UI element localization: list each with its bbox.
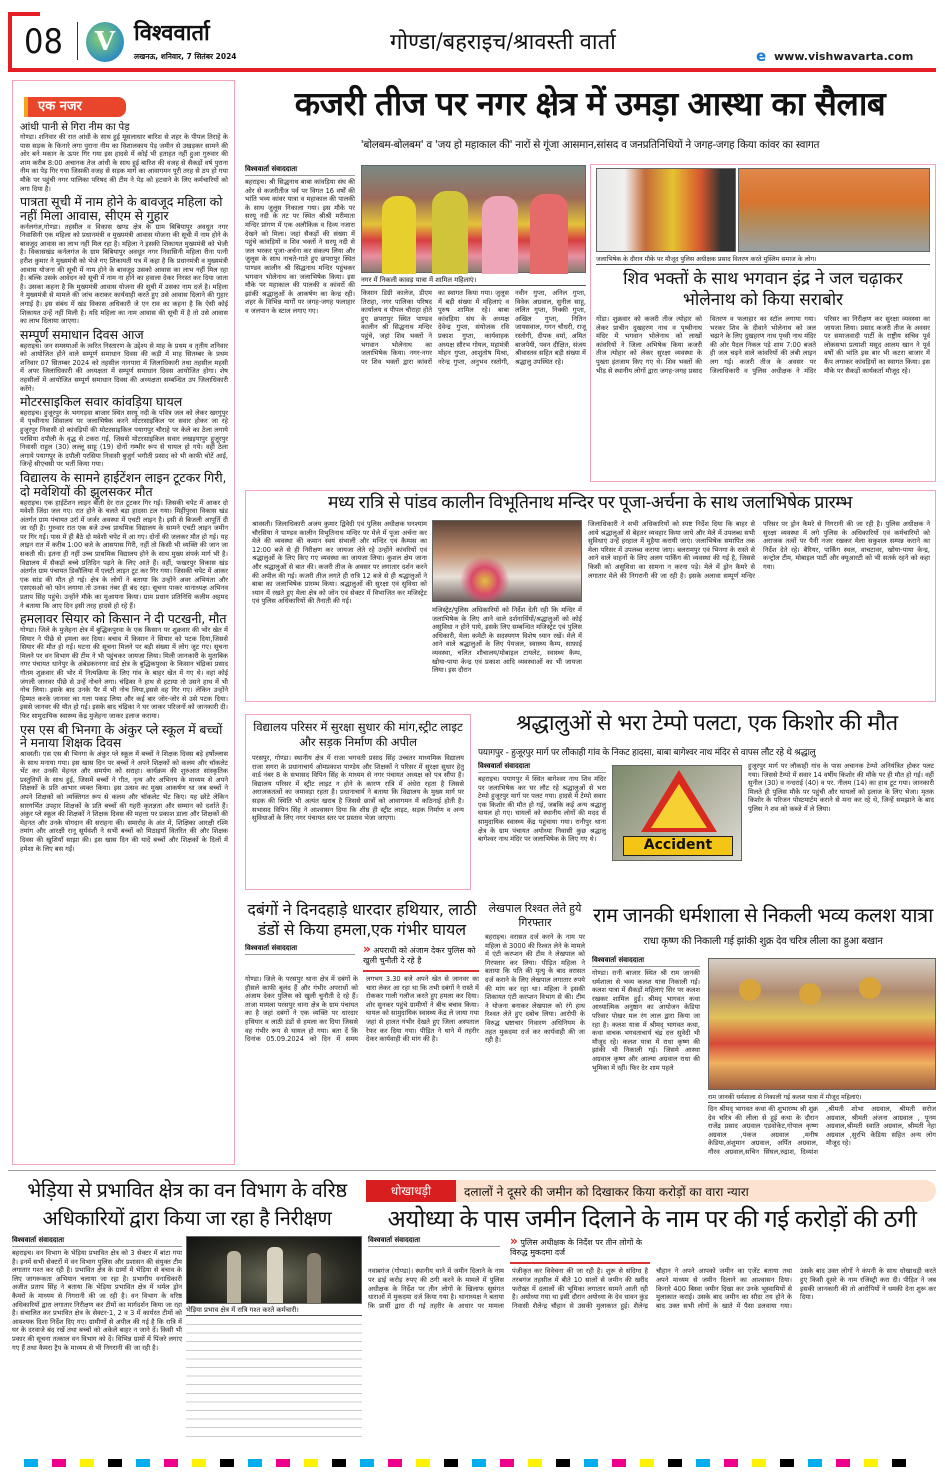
wolf-col-b bbox=[186, 1236, 362, 1440]
photo-caption: नगर में निकली कावड़ यात्रा में शामिल महिलाएं। bbox=[361, 274, 586, 286]
dabang-body: गोण्डा। जिले के परसपुर थाना क्षेत्र में दबंगों के हौसले काफी बुलंद हैं और गंभीर अपराधों को अंजाम देकर पुलिस को खुली चुनौती दे रहे हैं। ताजा मामला परसपुर थाना क्षेत्र के ग्राम पंचायत का है जहां दबंगों ने एक व्यक्ति पर धारदार हथियार व लाठी डंडों से हमला कर दिया जिससे वह गंभीर रूप से घायल हो गया। बता दें कि दिनांक 05.09.2024 को दिन में समय लगभग 3.30 बजे अपने खेत से जानवर का चारा लेकर आ रहा था कि तभी दबंगों ने रास्ते में रोककर गाली गलौज करते हुए हमला कर दिया। शोर सुनकर पहुंचे ग्रामीणों ने बीच बचाव किया। घायल को सामुदायिक स्वास्थ्य केंद्र ले जाया गया जहां से हालत गंभीर देखते हुए जिला अस्पताल रेफर कर दिया गया। पीड़ित ने थाने में तहरीर देकर कार्यवाही की मांग की है। bbox=[245, 975, 479, 1044]
color-registration-bar bbox=[24, 1452, 924, 1462]
pandav-body-b: मजिस्ट्रेट/पुलिस अधिकारियों को निर्देश देती रही कि मन्दिर में जलाभिषेक के लिए आने वाले दर्शनार्थियों/श्रद्धालुओं को कोई असुविधा न होने पाये, इसके लिए सम्बन्धित मजिस्ट्रेट एवं पुलिस अधिकारी, मेला कमेटी के सदस्यगण विशेष ध्यान रखें। मेले में आने वाले श्रद्धालुओं के लिए पेयजल, स्वास्थ्य कैम्प, साफ़ाई व्यवस्था, चलित शौचालय/मोबाइल टायलेट, स्वास्थ्य कैम्प, खोया-पाया केन्द्र एवं प्रकाश आदि व्यवस्थाओं का भी जायजा लिया। इस दौरान bbox=[432, 606, 582, 675]
school-story bbox=[252, 720, 464, 884]
brief-body: बहराइच। एक हाईटेंशन लाइन बीती देर रात टूटकर गिर गई। जिसकी चपेट में आकर दो मवेशी जिंदा जल गए। रात होने के चलते बड़ा हादसा टल गया। मिहींपुरवा विकास खंड अंतर्गत ग्राम पंचायत उर्रा में जर्जर अवस्था में एचटी लाइन है। इसी से बिजली आपूर्ति दी जा रही है। गुरुवार रात एक बजे उच्च प्राथमिक विद्यालय के सामने एचटी लाइन जमीन पर गिर गई। पास में ही बैठे दो मवेशी चपेट में आ गए। दोनों की जलकर मौत हो गई। यह लाइन रात में करीब 1:00 बजे के आसपास गिरी, नहीं तो किसी भी व्यक्ति की जान जा सकती थी। इतना ही नहीं उच्च प्राथमिक विद्यालय होने के साथ मुख्य संपर्क मार्ग भी है। विद्यालय में सैकड़ों बच्चे प्रतिदिन पढ़ने के लिए आते हैं। वहीं, फखरपुर विकास खंड अंतर्गत ग्राम पंचायत डिकौलिया में एलटी लाइन टूट कर गिर गया। जिसकी चपेट में आकर एक सांड की मौत हो गई। क्षेत्र के लोगों ने बताया कि उन्होंने अवर अभियंता और एसएसओ को फोन लगाया तो उनका नंबर ही बंद रहा। सूचना पाकर थानाध्यक्ष अभिनव प्रताप सिंह पहुंचे। उन्होंने मौके का मुआयना किया। ग्राम प्रधान प्रतिनिधि कलीम अहमद ने बताया कि आए दिन इसी तरह हादसे हो रहे हैं। bbox=[20, 498, 228, 610]
feature-headline: शिव भक्तों के साथ भगवान इंद्र ने जल चढ़ाकर भोलेनाथ को किया सराबोर bbox=[623, 269, 903, 310]
brief-title: आंधी पानी से गिरा नीम का पेड़ bbox=[20, 122, 130, 133]
divider bbox=[77, 22, 78, 60]
ayodhya-story bbox=[368, 1206, 936, 1440]
ayodhya-body: नवाबगंज (गोण्डा)। स्थानीय थाने में जमीन दिलाने के नाम पर ढाई करोड़ रुपए की ठगी करने के मामले में पुलिस अधीक्षक के निर्देश पर तीन लोगों के खिलाफ सुसंगत धाराओं में मुकदमा दर्ज किया गया है। थानाध्यक्ष ने बताया कि प्रार्थी द्वारा दी गई तहरीर के आधार पर मामला पंजीकृत कर विवेचना की जा रही है। शुरू से संदिग्ध है तरबगंज तहसील में बीते 10 सालों से जमीन की खरीद फरोख्त में दलालों की भूमिका लगातार सामने आती रही है। अयोध्या गया था इसी दौरान अयोध्या के देव धावन कुंड निवासी शैलेन्द्र चौहान से उसकी मुलाकात हुई। शैलेन्द्र चौहान ने अपने आपको जमीन का एजेंट बताया तथा अपने माध्यम से जमीन दिलाने का आश्वासन दिया। किनारे 400 बिस्वा जमीन दिखा कर उनके भूस्वामियों से मुलाकात कराई। उसके बाद जमीन का सौदा तय होने के बाद उक्त सभी लोगों के खाते में पैसा डलवाया गया। उसके बाद उक्त लोगों ने कंपनी के साथ धोखाधड़ी करते हुए किसी दूसरे के नाम रजिस्ट्री करा दी। पीड़ित ने जब इसकी जानकारी की तो आरोपियों ने धमकी देना शुरू कर दिया। bbox=[368, 1267, 936, 1310]
school-body: परसपुर, गोण्डा। स्थानीय क्षेत्र में राजा भगवती प्रसाद सिंह उच्चतर माध्यमिक विद्यालय राजा सगरा के प्रधानाचार्य ओमप्रकाश पाण्डेय और शिक्षकों ने परिसर में सुरक्षा सुधार हेतु वार्ड नंबर 8 के सभासद विपिन सिंह के माध्यम से नगर पंचायत अध्यक्ष को पत्र सौंपा है। विद्यालय परिसर में स्ट्रीट लाइट न होने के कारण रात्रि में अंधेरा रहता है जिससे अराजकतत्वों का जमावड़ा रहता है। प्रधानाचार्य ने बताया कि विद्यालय के मुख्य मार्ग पर सड़क की स्थिति भी अत्यंत खराब है जिससे छात्रों को आवागमन में कठिनाई होती है। सभासद विपिन सिंह ने आश्वासन दिया कि शीघ्र ही स्ट्रीट लाइट, सड़क निर्माण व अन्य सुविधाओं के लिए नगर पंचायत स्तर पर प्रस्ताव भेजा जाएगा। bbox=[252, 754, 464, 823]
news-brief bbox=[20, 395, 228, 469]
dabang-story bbox=[245, 900, 479, 1163]
tempo-body-a: बहराइच। पयागपुर में स्थित बागेश्वर नाथ शिव मंदिर पर जलाभिषेक कर घर लौट रहे श्रद्धालुओं से भरा टेम्पो हुजूरपुर मार्ग पर पलट गया। हादसे में टेम्पो सवार एक किशोर की मौत हो गई, जबकि कई अन्य श्रद्धालु घायल हो गए। घायलों को स्थानीय लोगों की मदद से सामुदायिक स्वास्थ्य केंद्र पहुंचाया गया। रानीपुर थाना क्षेत्र के ग्राम पंचायत अयोध्या निवासी कुछ श्रद्धालु बागेश्वर नाथ मंदिर पर जलाभिषेक के लिए गए थे। bbox=[478, 775, 606, 844]
ayodhya-headline: अयोध्या के पास जमीन दिलाने के नाम पर की गई करोड़ों की ठगी bbox=[387, 1205, 917, 1233]
fraud-tag: धोखाधड़ी bbox=[366, 1180, 456, 1202]
wolf-col-a bbox=[12, 1236, 182, 1440]
ek-nazar-stories bbox=[20, 122, 228, 1158]
kalash-yatra-photo bbox=[708, 958, 936, 1090]
tempo-subheadline: पयागपुर - हुजूरपुर मार्ग पर लौकाही गांव के निकट हादसा, बाबा बागेश्वर नाथ मंदिर से वापस लौट रहे थे श्रद्धालु bbox=[478, 748, 816, 758]
pullquote-text: पुलिस अधीक्षक के निर्देश पर तीन लोगों के विरुद्ध मुकदमा दर्ज bbox=[510, 1238, 642, 1258]
lead-body-a: बहराइच। श्री सिद्धनाथ बाबा कांवड़िया संघ की ओर से कजरीतीज पर्व पर विगत 16 वर्षों की भांति भव्य कांवर यात्रा व महाकाल की पालकी के साथ जुलूस निकाला गया। इस मौके पर सरयू नदी के तट पर स्थित श्रीश्री मरीमाता मन्दिर प्रांगण में एक अलौकिक व दिव्य नजारा देखने को मिला। जहां सैकड़ों की संख्या में पहुंचे कांवड़ियों व शिव भक्तों ने सरयू नदी से जल भरकर पूजा-अर्चना कर संकल्प लिया और जुलूस के साथ नाचते-गाते हुए छपरापुर स्थित पाण्डव कालीन श्री सिद्धनाथ मन्दिर पहुंचकर भगवान भोलेनाथ का जलाभिषेक किया। इस मौके पर महाकाल की पालकी व कांवरों की झांकी श्रद्धालुओं के आकर्षण का केन्द्र रही। शहर के विभिन्न मार्गों पर जगह-जगह फलाहार व जलपान के स्टाल लगाए गए। bbox=[245, 178, 355, 315]
logo-icon: V bbox=[86, 22, 124, 62]
wolf-story bbox=[12, 1176, 362, 1440]
tempo-body-b: हुजूरपुर मार्ग पर लौकाही गांव के पास अचानक टेम्पो अनियंत्रित होकर पलट गया। जिससे टैम्पो में सवार 14 वर्षीय किशोर की मौके पर ही मौत हो गई। वहीं सुनील (30) व नन्दराई (40) व पर. नीलम (14) का हाथ टूट गया। जानकारी मिलते ही पुलिस मौके पर पहुंची और घायलों को इलाज के लिए भेजा। मृतक किशोर के परिजन पोस्टमार्टम कराने से मना कर रहे थे, जिन्हें समझाने के बाद पुलिस ने शव को कब्जे में ले लिया। bbox=[748, 762, 934, 813]
lead-headline: कजरी तीज पर नगर क्षेत्र में उमड़ा आस्था का सैलाब bbox=[294, 84, 886, 123]
photo-caption: जलाभिषेक के दौरान मौके पर मौजूद पुलिस अधीक्षक प्रसाद वितरण करते मुस्लिम समाज के लोग। bbox=[596, 253, 930, 265]
ramjanki-body-a: गोण्डा। रानी बाजार स्थित श्री राम जानकी धर्मशाला से भव्य कलश यात्रा निकाली गई। कलश यात्रा में सैकड़ों महिलाएं सिर पर कलश रखकर शामिल हुईं। श्रीमद् भागवत कथा आध्यात्मिक अनुष्ठान का आयोजन केडिया परिवार पोखर मल रंग लाल द्वारा किया जा रहा है। कलश यात्रा में श्रीमद् भागवत कथा, कथा वाचक भगवताचार्य चंद्र दत्त सुवेदी भी मौजूद रहे। कलश यात्रा में राधा कृष्ण की झांकी भी निकाली गई। जिसमे आस्था अग्रवाल कृष्ण और आल्या अग्रवाल राधा की भूमिका में रहीं। फिर देर शाम पहले bbox=[592, 969, 700, 1072]
byline: विश्ववार्ता संवाददाता bbox=[478, 762, 606, 773]
feature-body: गोंडा। शुक्रवार को कजरी तीज त्योहार को लेकर प्राचीन दुखहरण नाथ व पृथ्वीनाथ मंदिर में भगवान भोलेनाथ को लाखों कांवरियों ने जिला अभिषेक किया कजरी तीज त्योहार को लेकर सुरक्षा व्यवस्था के पुख्ता इंतजाम किए गए थे। शिव भक्तों की भीड़ से स्थानीय लोगों द्वारा जगह-जगह प्रसाद वितरण व फलाहार का स्टॉल लगाया गया। भरकर शिव के दीवाने भोलेनाथ को जल चढ़ाने के लिए दुखहरण नाथ पृथ्वी नाथ मंदिर की ओर पैदल निकल पड़े शाम 7:00 बजते ही जल चढ़ने वाले कांवरियों की लंबी लाइन लग गई। कजरी तीज के अवसर पर जिलाधिकारी व पुलिस अधीक्षक ने मंदिर परिसर का निरीक्षण कर सुरक्षा व्यवस्था का जायजा लिया। प्रसाद कजरी तीज के अवसर पर समाजवादी पार्टी के राष्ट्रीय सचिव पूर्व लोकसभा प्रत्याशी मसूद आलम खान ने पूर्व वर्षों की भांति इस बार भी कटरा बाजार में कैंप लगाकर कांवड़ियों का स्वागत किया। इस मौके पर सैकड़ों कार्यकर्ता मौजूद रहे। bbox=[596, 315, 930, 375]
lead-subheadline: 'बोलबम-बोलबम' व 'जय हो महाकाल की' नारों से गूंजा आसमान,सांसद व जनप्रतिनिधियों ने जगह-जगह किया कांवर का स्वागत bbox=[360, 139, 820, 151]
news-brief bbox=[20, 471, 228, 610]
brief-title: मोटरसाइकिल सवार कांवड़िया घायल bbox=[20, 394, 183, 410]
news-brief bbox=[20, 328, 228, 393]
brief-body: बहराइच। हुजूरपुर के भगगड़वा बाजार स्थित सरयू नदी के पवित्र जल को लेकर खरगुपुर में पृथ्वीनाथ शिवालय पर जलाभिषेक करने मोटरसाइकिल पर सवार होकर जा रहे हुजूरपुर निवासी दो कांवड़ियों की मोटरसाइकिल पयागपुर चौराहे पर केले का ठेला लगाये परसिया दपौली के वृद्ध से टकरा गई, जिससे मोटरसाइकिल सवार लखइयापुर हुजूरपुर निवासी राहुल (30) लल्लू साहू (19) दोनों गम्भीर रूप से घायल हो गये। वहीं ठेला लगाये पयागपुर के दपौली परसिया निवासी बुजुर्ग भगौती प्रसाद को भी काफी चोटें आईं, जिन्हें सीएचसी पर भर्ती किया गया। bbox=[20, 408, 228, 469]
page-number: 08 bbox=[24, 22, 63, 62]
brief-body: बहराइच। जन समस्याओं के त्वरित निस्तारण के उद्देश्य से माह के प्रथम व तृतीय शनिवार को आयोजित होने वाले सम्पूर्ण समाधान दिवस की कड़ी में माह सितम्बर के प्रथम शनिवार 07 सितम्बर 2024 को तहसील नानपारा में जिलाधिकारी तथा तहसील महसी में अपर जिलाधिकारी की अध्यक्षता में सम्पूर्ण समाधान दिवस आयोजित होगा। शेष तहसीलों में आयोजित सम्पूर्ण समाधान दिवस की अध्यक्षता सम्बन्धित उप जिलाधिकारी करेंगे। bbox=[20, 341, 228, 393]
pandav-body-c: जिलाधिकारी ने सभी अधिकारियों को स्पष्ट निर्देश दिया कि बाहर से आये श्रद्धालुओं से बेहतर व्यवहार किया जाये और मेले में उपलब्ध सभी सुविधाएं उन्हें हरहाल में मुहैया करायी जाएं। जलाभिषेक समापित तक मेला परिसर में उपलब्ध कराया जाए। बलरामपुर एवं भिनगा के रास्ते से आने वाले वाहनों के लिए अलग पार्किंग की व्यवस्था की गई है, जिससे किसी को असुविधा का सामना न करना पड़े। मेले में ड्रोन कैमरे से लगातार मेले की निगरानी की जा रही है। इसके अलावा सम्पूर्ण मन्दिर परिसर पर ड्रोन कैमरे से निगरानी की जा रही है। पुलिस अधीक्षक ने सुरक्षा व्यवस्था में लगे पुलिस के अधिकारियों एवं कर्मचारियों को अराजक तत्वों पर पैनी नजर रखकर मेला सकुशल सम्पन्न कराने का निर्देश देते रहे। बैरियर, पार्किंग स्थल, वाचटावर, खोया-पाया केन्द्र, कन्ट्रोल टीम, मोबाइल पार्टी और क्यूआरटी को भी सतर्क रहने को कहा गया। bbox=[588, 520, 930, 580]
brief-title: हमलावर सियार को किसान ने दी पटखनी, मौत bbox=[20, 611, 227, 627]
brief-title: सम्पूर्ण समाधान दिवस आज bbox=[20, 326, 144, 342]
kanwariya-crowd-photo bbox=[738, 168, 930, 252]
brief-body: गोण्डा। जिले के मुजेहना क्षेत्र में बुद्धिकपुरवा के एक किसान पर शुक्रवार की भोर खेत में सियार ने पीछे से हमला कर दिया। बचाव में किसान ने सियार को पटक दिया,जिससे सियार की मौत हो गई। घटना की सूचना मिलने पर बड़ी संख्या में लोग जुट गए। सूचना मिलने पर वन विभाग की टीम ने भी पहुंचकर जायजा लिया। मिली जानकारी के मुताबिक नगर पंचायत धानेपुर के अंबेडकरनगर वार्ड क्षेत्र के बुद्धिकपुरवा के किसान चंद्रिका प्रसाद गौतम शुक्रवार की भोर में नित्यक्रिया के लिए गांव के बाहर खेत में गए थे। वहां कोई जंगली जानवर पीछे से उन्हें नोचने लगा। चंद्रिका ने हाथ से हटाया तो उसने हाथ में भी नोच लिया। इसके बाद उनके पैर में भी नोच लिया,इससे वह गिर गए। लेकिन उन्होंने हिम्मत करके जानवर का गला पकड़ लिया और कई बार जोर-जोर से उसे पटक दिया। इससे जानवर की मौत हो गई। इसके बाद चंद्रिका ने घर जाकर परिजनों को जानकारी दी। फिर सामुदायिक स्वास्थ्य केंद्र मुजेहना जाकर इलाज कराया। bbox=[20, 625, 228, 720]
ek-nazar-label: एक नजर bbox=[24, 97, 126, 117]
byline: विश्ववार्ता संवाददाता bbox=[245, 944, 355, 955]
dabang-pullquote bbox=[363, 944, 479, 972]
news-brief bbox=[20, 723, 228, 854]
photo-caption: राम जानकी धर्मशाला से निकाली गई कलश यात्रा में मौजूद महिलाएं। bbox=[708, 1091, 936, 1103]
kavad-women-photo bbox=[361, 165, 586, 273]
lead-body-b: किसान डिग्री कालेज, डीएम तिराहा, नगर पालिका परिषद कार्यालय व पीपल चौराहा होते हुए छपरापुर स्थित पाण्डव कालीन श्री सिद्धनाथ मन्दिर पहुंचे, जहां शिव भक्तों ने भगवान भोलेनाथ का जलाभिषेक किया। नगर-नगर पर शिव भक्तों द्वारा कांवरों का स्वागत किया गया। जुलूस में बड़ी संख्या में महिलाएं व पुरुष शामिल रहे। बाबा कांवड़िया संघ के अध्यक्ष देवेन्द्र गुप्ता, संयोजक रवि प्रकाश गुप्ता, कार्यवाहक अध्यक्ष सौरभ गोयल, महामंत्री मोहन गुप्ता, आशुतोष मिश्रा, नरेन्द्र गुप्ता, अनुभव रस्तोगी, नवीन गुप्ता, अनिल गुप्ता, विवेक अग्रवाल, सुनील साहू, ललित गुप्ता, निक्की गुप्ता, अखिल गुप्ता, नितिन जायसवाल, गगन चौधरी, राजू रस्तोगी, दीपक वर्मा, अमित बाजपेयी, पवन दीक्षित, संजय श्रीवास्तव सहित बड़ी संख्या में श्रद्धालु उपस्थित रहे। bbox=[361, 289, 586, 366]
byline: विश्ववार्ता संवाददाता bbox=[245, 165, 355, 176]
brief-body: कर्नलगंज,गोण्डा। तहसील व विकास खण्ड क्षेत्र के ग्राम बिबियापुर अवधूत नगर निवासिनी एक महिला को प्रधानमंत्री व मुख्यमंत्री आवास योजना की सूची में नाम होने के बावजूद आवास का लाभ नहीं मिल रहा है। महिला ने इसकी शिकायत मुख्यमंत्री को भेजी है। विकासखंड कर्नलगंज के ग्राम बिबियापुर अवधूत नगर निवासिनी महिला रीना पत्नी हरीश कुमार ने मुख्यमंत्री को भेजे गए शिकायती पत्र में कहा है कि प्रधानमंत्री व मुख्यमंत्री आवास योजना की सूची में नाम होने के बावजूद उसको आवास का लाभ नहीं मिल रहा है। बल्कि उसके आवेदन को सूची में नाम ना होने का हवाला देकर निरस्त कर दिया जाता है। उसका कहना है कि मुख्यमंत्री आवास योजना की सूची में उसका नाम दर्ज है। महिला ने मुख्यमंत्री से मामले की जांच कराकर कार्यवाही करते हुए उसे आवास दिलाने की गुहार लगाई है। इस संबंध में खंड विकास अधिकारी जे एन राव का कहना है कि ऐसी कोई शिकायत उन्हें नहीं मिली है। यदि महिला का नाम आवास की सूची में है तो उसे आवास का लाभ दिलाया जाएगा। bbox=[20, 222, 228, 326]
lekhpal-body: बहराइच। वरासत दर्ज करने के नाम पर महिला से 3000 की रिश्वत लेने के मामले में एंटी करप्शन की टीम ने लेखपाल को गिरफ्तार कर लिया। पीड़ित महिला ने बताया कि पति की मृत्यु के बाद वरासत दर्ज कराने के लिए लेखपाल लगातार रुपये की मांग कर रहा था। महिला ने इसकी शिकायत एंटी करप्शन विभाग से की। टीम ने योजना बनाकर लेखपाल को रंगे हाथ रिश्वत लेते हुए दबोच लिया। आरोपी के विरुद्ध भ्रष्टाचार निवारण अधिनियम के तहत मुकदमा दर्ज कर कार्यवाही की जा रही है। bbox=[485, 933, 585, 1045]
pullquote-text: अपराधी को अंजाम देकर पुलिस को खुली चुनौती दे रहे है bbox=[363, 946, 476, 965]
dabang-meta bbox=[245, 944, 479, 972]
ramjanki-headline: राम जानकी धर्मशाला से निकली भव्य कलश यात्रा bbox=[593, 903, 933, 927]
dateline: लखनऊ, शनिवार, 7 सितंबर 2024 bbox=[134, 52, 237, 61]
prasad-distribution-photo bbox=[596, 168, 736, 252]
feature-text bbox=[596, 253, 930, 477]
wolf-body-cont bbox=[186, 1319, 362, 1440]
dabang-headline: दबंगों ने दिनदहाड़े धारदार हथियार, लाठी डंडों से किया हमला,एक गंभीर घायल bbox=[247, 900, 477, 939]
news-brief bbox=[20, 122, 228, 193]
byline: विश्ववार्ता संवाददाता bbox=[592, 956, 700, 967]
jalabhishek-photo bbox=[432, 520, 582, 602]
lekhpal-story bbox=[485, 902, 585, 1163]
website-link[interactable]: www.vishwavarta.com bbox=[774, 50, 914, 63]
ramjanki-body-b: दिन श्रीमद् भागवत कथा की शुभारम्भ श्री शुक्र देव चरित्र की लीला से हुई कथा के दौरान राजेंद्र प्रसाद अग्रवाल एडवोकेट,गोपाल कृष्ण अग्रवाल ,पंकज अग्रवाल ,मनीष केडिया,अंशुमान अग्रवाल, अर्पित अग्रवाल, गौरव अग्रवाल,सचिन सिंघल,रुद्राश, दिव्यांश ,श्रीमती शोभा अग्रवाल, श्रीमती सरोज अग्रवाल, श्रीमती अंजना आग्रवाल , पूनम अग्रवाल,श्रीमती स्वाति अग्रवाल, श्रीमती नेहा अग्रवाल ,सुरभि केडिया सहित अन्य लोग मौजूद रहे। bbox=[708, 1105, 936, 1156]
brief-title: पात्रता सूची में नाम होने के बावजूद महिला को नहीं मिला आवास, सीएम से गुहार bbox=[20, 194, 223, 223]
double-chevron-icon: » bbox=[363, 942, 371, 956]
photo-caption: भेड़िया प्रभाव क्षेत्र में रात्रि गश्त करते कर्मचारी। bbox=[186, 1304, 362, 1316]
ramjanki-lower bbox=[708, 1091, 936, 1164]
brief-body: श्रावस्ती। एस एस बी भिनगा के अंकुर प्ले स्कूल में बच्चों ने शिक्षक दिवस बड़े हर्षोल्लास के साथ मनाया गया। इस खास दिन पर बच्चों ने अपने शिक्षकों को कलम और चॉकलेट भेंट कर उनकी मेहनत और समर्पण को सराहा। कार्यक्रम की शुरुआत सांस्कृतिक प्रस्तुतियों के साथ हुई, जिसमें बच्चों ने गीत, नृत्य और अभिनय के माध्यम से अपने शिक्षकों के प्रति आभार व्यक्त किया। इस उत्सव का मुख्य आकर्षण था जब बच्चों ने अपने शिक्षकों को व्यक्तिगत रूप से कलम और चॉकलेट भेंट किए। यह छोटे लेकिन सारगर्भित उपहार शिक्षकों के प्रति बच्चों की गहरी कृतज्ञता और सम्मान को दर्शाते हैं। अंकुर प्ले स्कूल की शिक्षकों ने शिक्षक दिवस की महत्ता पर प्रकाश डाला और शिक्षकों की मेहनत और उनके योगदान की सराहना की। समारोह के अंत में, शिक्षिका आरक्षी रश्मि तमांग और आरक्षी रानू सूर्यवंशी ने सभी बच्चों को मिठाइयाँ वितरित की और शिक्षक दिवस की खुशियाँ साझा की। इस खास दिन की यादें बच्चों और शिक्षकों के दिलों में हमेशा के लिए बस गईं। bbox=[20, 750, 228, 853]
ayodhya-kicker: दलालों ने दूसरे की जमीन को दिखाकर किया करोड़ों का वारा न्यारा bbox=[464, 1185, 749, 1199]
wolf-columns bbox=[12, 1236, 362, 1440]
lead-lower bbox=[361, 274, 586, 480]
brief-title: विद्यालय के सामने हाईटेंशन लाइन टूटकर गिरी, दो मवेशियों की झुलसकर मौत bbox=[20, 470, 227, 499]
brief-title: एस एस बी भिनगा के अंकुर प्ले स्कूल में बच्चों ने मनाया शिक्षक दिवस bbox=[20, 721, 223, 751]
wolf-headline: भेड़िया से प्रभावित क्षेत्र का वन विभाग के वरिष्ठ अधिकारियों द्वारा किया जा रहा है निरीक्षण bbox=[27, 1178, 347, 1230]
tempo-headline: श्रद्धालुओं से भरा टेम्पो पलटा, एक किशोर की मौत bbox=[516, 711, 898, 736]
section-divider bbox=[8, 1170, 936, 1171]
section-title: गोण्डा/बहराइच/श्रावस्ती वार्ता bbox=[390, 30, 616, 55]
lekhpal-headline: लेखपाल रिश्वत लेते हुये गिरफ्तार bbox=[488, 902, 582, 929]
double-chevron-icon: » bbox=[510, 1234, 518, 1249]
ramjanki-col-a bbox=[592, 956, 700, 1164]
sign-text: Accident bbox=[623, 836, 733, 856]
web-icon: e bbox=[756, 47, 767, 65]
byline: विश्ववार्ता संवाददाता bbox=[12, 1236, 182, 1247]
pandav-body-a: श्रावस्ती। जिलाधिकारी अजय कुमार द्विवेदी एवं पुलिस अधीक्षक घनश्याम चौरसिया ने पाण्डव कालीन विभूतिनाथ मन्दिर पर मेले में पूजा अर्चना कर मेले की व्यवस्था की कमान स्वयं संभाली और मन्दिर एवं कैम्पस का 12:00 बजे से ही निरीक्षण कर जायजा लेते रहे उन्होंने कांवरियों एवं श्रद्धालुओं के लिए किए गए व्यवस्था का जायजा लिया। कुशल क्षेम जाना और श्रद्धालुओं से बात की। कजरी तीज के अवसर पर लगातार दर्शन करने की अपील की गई। कजरी तीज लगते ही रात्रि 12 बजे से ही श्रद्धालुओं ने बाबा का जलाभिषेक प्रारम्भ किया। श्रद्धालुओं की सुरक्षा एवं सुविधा को ध्यान में रखते हुए मेला क्षेत्र को जोन एवं सेक्टर में विभाजित कर मजिस्ट्रेट एवं पुलिस अधिकारियों की तैनाती की गई। bbox=[252, 520, 427, 606]
night-patrol-photo bbox=[186, 1236, 362, 1304]
accident-sign-photo bbox=[612, 765, 742, 861]
ayodhya-meta bbox=[368, 1236, 936, 1264]
news-brief bbox=[20, 195, 228, 326]
masthead-top-line bbox=[8, 12, 40, 16]
lead-text-col bbox=[245, 165, 355, 315]
ayodhya-pullquote bbox=[510, 1236, 650, 1264]
news-brief bbox=[20, 612, 228, 720]
byline: विश्ववार्ता संवाददाता bbox=[368, 1236, 500, 1247]
pandav-headline: मध्य रात्रि से पांडव कालीन विभूतिनाथ मन्दिर पर पूजा-अर्चना के साथ जलाभिषेक प्रारम्भ bbox=[327, 493, 853, 513]
school-headline: विद्यालय परिसर में सुरक्षा सुधार की मांग,स्ट्रीट लाइट और सड़क निर्माण की अपील bbox=[253, 720, 463, 749]
paper-name: विश्ववार्ता bbox=[134, 21, 210, 46]
ramjanki-subheadline: राधा कृष्ण की निकाली गई झांकी शुक्र देव चरित्र लीला का हुआ बखान bbox=[643, 936, 883, 947]
brief-body: गोण्डा। शनिवार की रात आंधी के साथ हुई मूसलाधार बारिश से शहर के पीपल तिराहे के पास सड़क के किनारे लगा पुराना नीम का विशालकाय पेड़ जमीन से उखड़कर सामने की ओर बने मकान के ऊपर गिर गया इस हादसे में कोई भी हताहत नहीं हुआ गुरुवार की शाम करीब 8:00 अचानक तेज आंधी के साथ हुई बारिश की वजह से सैकड़ों वर्ष पुराना नीम का पेड़ गिर गया जिसकी वजह से सड़क मार्ग का आवागमन पूरी तरह से ठप हो गया मौके पर पहुंची नगर पालिका परिषद की टीम ने पेड़ को हटवाने के लिए कर्मचारियों को लगा दिया है। bbox=[20, 133, 228, 193]
wolf-body: बहराइच। वन विभाग के भेड़िया प्रभावित क्षेत्र को 3 सेक्टर में बांटा गया है। इनमें सभी सेक्टरों में वन विभाग पुलिस और प्रशासन की संयुक्त टीम लगातार गश्त कर रही है। प्रभावित क्षेत्र के ग्रामों में भेड़िया से बचाव के लिए जागरूकता अभियान चलाया जा रहा है। प्रभागीय वनाधिकारी अजीत प्रताप सिंह ने बताया कि भेड़िया प्रभावित क्षेत्र में थर्मल ड्रोन कैमरों के माध्यम से निगरानी की जा रही है। वन विभाग के वरिष्ठ अधिकारियों द्वारा लगातार निरीक्षण कर टीमों का मार्गदर्शन किया जा रहा है। संचालित कर प्रभावित क्षेत्र के सेक्टर-1, 2 व 3 में कार्यरत टीमों को आवश्यक दिशा निर्देश दिए गए। ग्रामीणों से अपील की गई है कि रात्रि में घर के दरवाजे बंद रखें तथा बच्चों को अकेले बाहर न जाने दें। किसी भी प्रकार की सूचना तत्काल वन विभाग को दें। विभिन्न ग्रामों में पिंजरे लगाए गए हैं तथा कैमरा ट्रैप के माध्यम से भी निगरानी की जा रही है। bbox=[12, 1249, 182, 1352]
tempo-col-a bbox=[478, 762, 606, 890]
